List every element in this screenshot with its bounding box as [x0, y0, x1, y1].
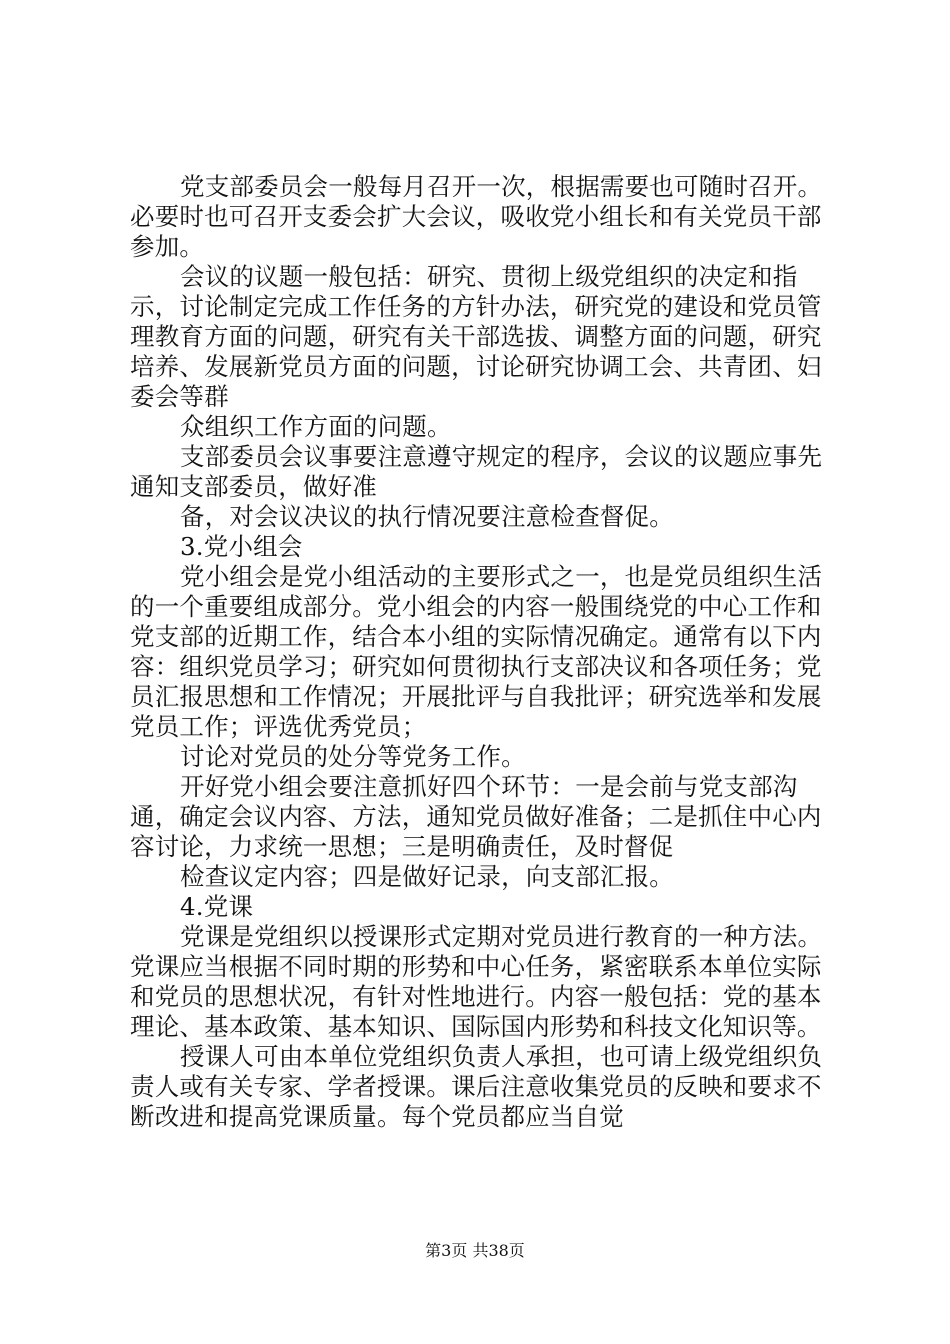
paragraph-resolution-check: 备，对会议决议的执行情况要注意检查督促。	[180, 502, 674, 531]
paragraph-record-report: 检查议定内容；四是做好记录，向支部汇报。	[180, 862, 674, 891]
page-number-footer: 第3页 共38页	[425, 1241, 525, 1260]
paragraph-party-lecture: 党课是党组织以授课形式定期对党员进行教育的一种方法。党课应当根据不同时期的形势和中心任务，紧密联系本单位实际和党员的思想状况，有针对性地进行。内容一般包括：党的基本理论、基本政策、基本知识、国际国内形势和科技文化知识等。	[130, 922, 823, 1041]
paragraph-meeting-procedure: 支部委员会议事要注意遵守规定的程序，会议的议题应事先通知支部委员，做好准	[130, 442, 823, 501]
paragraph-four-steps: 开好党小组会要注意抓好四个环节：一是会前与党支部沟通，确定会议内容、方法，通知党员做好准备；二是抓住中心内容讨论，力求统一思想；三是明确责任，及时督促	[130, 772, 822, 861]
paragraph-disciplinary-affairs: 讨论对党员的处分等党务工作。	[180, 742, 526, 771]
paragraph-meeting-agenda: 会议的议题一般包括：研究、贯彻上级党组织的决定和指示，讨论制定完成工作任务的方针办法，研究党的建设和党员管理教育方面的问题，研究有关干部选拔、调整方面的问题，研究培养、发展新党员方面的问题，讨论研究协调工会、共青团、妇委会等群	[130, 262, 822, 411]
paragraph-mass-organization: 众组织工作方面的问题。	[180, 412, 452, 441]
paragraph-lecturer: 授课人可由本单位党组织负责人承担，也可请上级党组织负责人或有关专家、学者授课。课后注意收集党员的反映和要求不断改进和提高党课质量。每个党员都应当自觉	[130, 1042, 823, 1131]
document-body	[130, 172, 830, 1132]
paragraph-branch-committee-meeting: 党支部委员会一般每月召开一次，根据需要也可随时召开。必要时也可召开支委会扩大会议，吸收党小组长和有关党员干部参加。	[130, 172, 823, 261]
section-heading-party-lecture: 4.党课	[180, 892, 254, 921]
section-heading-party-group-meeting: 3.党小组会	[180, 532, 303, 561]
paragraph-party-group-meeting: 党小组会是党小组活动的主要形式之一，也是党员组织生活的一个重要组成部分。党小组会的内容一般围绕党的中心工作和党支部的近期工作，结合本小组的实际情况确定。通常有以下内容：组织党员学习；研究如何贯彻执行支部决议和各项任务；党员汇报思想和工作情况；开展批评与自我批评；研究选举和发展党员工作；评选优秀党员；	[130, 562, 823, 741]
